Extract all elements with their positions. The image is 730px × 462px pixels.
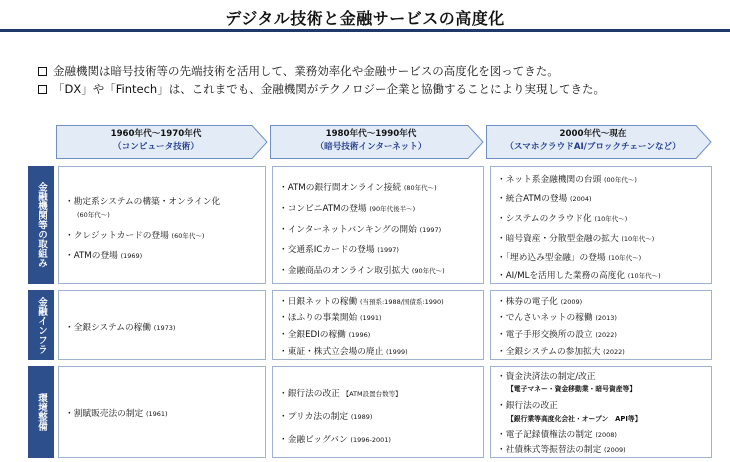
list-item-note: (90年代後半～) (369, 205, 416, 213)
row-header-label: 金融インフラ (36, 296, 47, 354)
list-item-note: 【ATM設置台数等】 (342, 390, 402, 398)
square-bullet-icon (38, 85, 47, 94)
list-item-note: (10年代～) (608, 254, 642, 262)
list-item-text: ・ほふりの事業開始 (279, 313, 358, 323)
square-bullet-icon (38, 67, 47, 76)
list-item-text: ・コンビニATMの登場 (279, 204, 367, 214)
list-item-note: (2009) (560, 298, 583, 306)
era-subtitle: （暗号技術インターネット） (315, 142, 427, 152)
list-item-text: ・東証・株式立会場の廃止 (279, 347, 384, 357)
list-item-note: (2009) (604, 446, 626, 454)
list-item (279, 223, 441, 235)
cell-infrastructure-1980s (272, 290, 484, 360)
list-item-text: ・銀行法の改正 (279, 389, 340, 399)
list-item-text: ・金融商品のオンライン取引拡大 (279, 266, 410, 276)
list-item (279, 328, 370, 340)
list-item (497, 232, 654, 244)
row-header-institutions (28, 166, 54, 284)
list-item-text: ・金融ビッグバン (279, 435, 348, 445)
intro-bullets (38, 62, 605, 98)
era-arrow-3 (486, 125, 712, 159)
cell-environment-1980s (272, 366, 484, 458)
list-item-note: (60年代～) (171, 232, 205, 240)
list-item-note: (1996) (348, 331, 371, 339)
list-item-text: ・全銀システムの稼働 (65, 323, 152, 333)
list-item-note: (1991) (359, 314, 382, 322)
row-header-label: 環境整備 (36, 393, 47, 431)
list-item-text: ・ネット系金融機関の台頭 (497, 175, 602, 185)
list-item-text: ・暗号資産・分散型金融の拡大 (497, 234, 619, 244)
list-item-text: ・プリカ法の制定 (279, 412, 349, 422)
list-item-note: (80年代～) (403, 184, 437, 192)
list-item-text: ・割賦販売法の制定 (65, 409, 144, 419)
list-item (279, 295, 444, 307)
list-item-text: ・全銀EDIの稼働 (279, 330, 346, 340)
list-item (497, 192, 592, 204)
cell-environment-2000s (490, 366, 712, 458)
list-item (279, 433, 391, 445)
era-subtitle: （スマホクラウドAI/ブロックチェーンなど） (505, 142, 681, 152)
list-item: ・勘定系システムの構築・オンライン化 (65, 197, 221, 207)
list-item (497, 212, 627, 224)
era-period: 2000年代～現在 (559, 129, 627, 139)
list-item-note: (2008) (595, 431, 617, 439)
cell-institutions-2000s (490, 166, 712, 284)
list-item (279, 243, 399, 255)
list-item-note: (1961) (145, 410, 168, 418)
row-header-environment (28, 366, 54, 458)
list-item-note: (10年代～) (621, 235, 655, 243)
list-item-note: (1989) (350, 413, 373, 421)
list-item (279, 387, 402, 399)
list-item (279, 264, 445, 276)
row-header-label: 金融機関等の取組み (36, 182, 47, 268)
list-item-text: ・日銀ネットの稼働 (279, 297, 358, 307)
cell-infrastructure-2000s (490, 290, 712, 360)
list-item-note: (1996-2001) (350, 436, 391, 444)
list-item-text: ・システムのクラウド化 (497, 214, 592, 224)
list-item-note: (2013) (595, 314, 617, 322)
list-item-note: (10年代～) (627, 272, 661, 280)
list-item (497, 251, 641, 263)
list-item (279, 345, 408, 357)
era-subtitle: （コンピュータ技術） (113, 142, 199, 152)
list-item-note: (60年代～) (77, 211, 110, 219)
list-item-note: (90年代～) (411, 267, 445, 275)
era-arrow-2 (270, 125, 484, 159)
cell-infrastructure-1960s (58, 290, 266, 360)
row-header-infrastructure (28, 290, 54, 360)
bullet-item (38, 62, 605, 80)
list-item-text: ・電子手形交換所の設立 (497, 330, 593, 340)
era-period: 1980年代～1990年代 (325, 129, 417, 139)
list-item-text: ・全銀システムの参加拡大 (497, 347, 601, 357)
list-item (279, 181, 437, 193)
list-item-text: ・クレジットカードの登場 (65, 231, 169, 241)
list-item-note: (10年代～) (594, 215, 628, 223)
list-item-note: (2022) (595, 331, 617, 339)
title-underline (0, 29, 730, 32)
list-item-text: ・AI/MLを活用した業務の高度化 (497, 271, 626, 281)
list-item-note: (1999) (386, 348, 408, 356)
list-item-text: ・株券の電子化 (497, 297, 558, 307)
era-period: 1960年代～1970年代 (110, 129, 202, 139)
list-item-text: ・電子記録債権法の制定 (497, 430, 593, 440)
list-item (497, 428, 617, 440)
list-item (279, 410, 372, 422)
list-item-note: (当預系:1988/国債系:1990) (359, 298, 444, 306)
list-item-note: (2022) (603, 348, 625, 356)
list-item-note: 【電子マネー・資金移動業・暗号資産等】 (507, 385, 637, 393)
list-item (497, 345, 625, 357)
list-item-text: ・インターネットバンキングの開始 (279, 225, 417, 235)
list-item-text: ・統合ATMの登場 (497, 194, 568, 204)
list-item: ・銀行法の改正 (497, 401, 558, 411)
cell-environment-1960s (58, 366, 266, 458)
list-item (497, 173, 637, 185)
list-item-note: (1973) (153, 324, 176, 332)
list-item (497, 328, 617, 340)
list-item: ・資金決済法の制定/改正 (497, 372, 596, 382)
list-item-note: 【銀行業等高度化会社・オープン API等】 (507, 415, 642, 423)
list-item (497, 311, 617, 323)
list-item-note: (1969) (120, 252, 143, 260)
list-item-note: (00年代～) (604, 176, 637, 184)
cell-institutions-1980s (272, 166, 484, 284)
list-item-note: (2004) (569, 195, 592, 203)
list-item (497, 295, 582, 307)
cell-institutions-1960s (58, 166, 266, 284)
list-item (65, 407, 168, 419)
list-item-text: ・「埋め込み型金融」の登場 (497, 253, 606, 263)
list-item-text: ・ATMの銀行間オンライン接続 (279, 183, 402, 193)
bullet-text: 金融機関は暗号技術等の先端技術を活用して、業務効率化や金融サービスの高度化を図ってきた。 (53, 64, 559, 78)
list-item (497, 443, 626, 455)
list-item-text: ・でんさいネットの稼働 (497, 313, 593, 323)
list-item-text: ・社債株式等振替法の制定 (497, 445, 602, 455)
list-item-text: ・ATMの登場 (65, 251, 118, 261)
list-item (65, 249, 142, 261)
list-item (65, 229, 204, 241)
list-item (65, 321, 175, 333)
era-arrow-1 (56, 125, 268, 159)
bullet-item (38, 80, 605, 98)
list-item (497, 269, 661, 281)
list-item-note: (1997) (377, 246, 399, 254)
list-item-note: (1997) (419, 226, 442, 234)
page-title: デジタル技術と金融サービスの高度化 (225, 9, 505, 28)
list-item (279, 311, 382, 323)
bullet-text: 「DX」や「Fintech」は、これまでも、金融機関がテクノロジー企業と協働することにより実現してきた。 (53, 82, 605, 96)
list-item (279, 202, 415, 214)
list-item-text: ・交通系ICカードの登場 (279, 245, 375, 255)
